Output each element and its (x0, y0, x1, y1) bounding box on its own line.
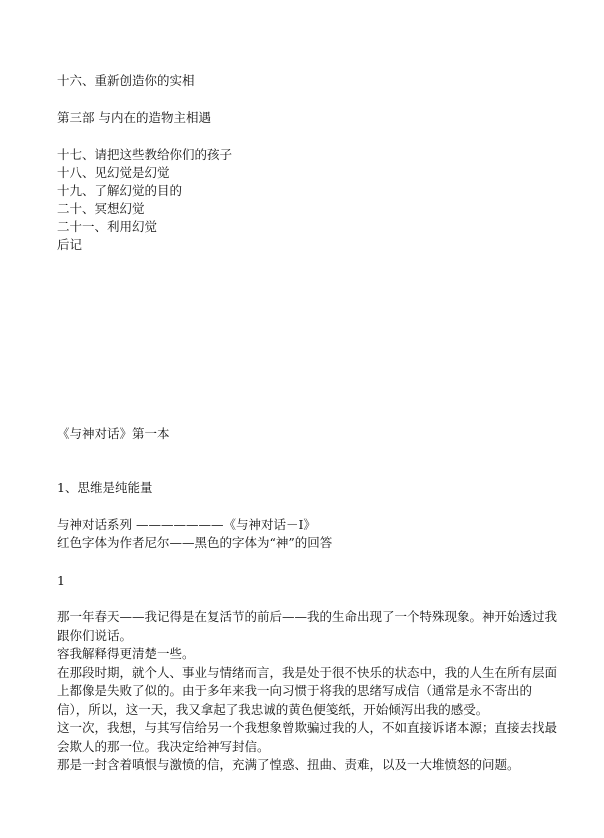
body-paragraph: 那一年春天——我记得是在复活节的前后——我的生命出现了一个特殊现象。神开始透过我跟你们说话。 (57, 609, 558, 643)
section-heading: 1、思维是纯能量 (57, 480, 153, 495)
toc-item-17: 十七、请把这些教给你们的孩子 (57, 147, 233, 162)
toc-item-20: 二十、冥想幻觉 (57, 201, 145, 216)
toc-item-19: 十九、了解幻觉的目的 (57, 183, 183, 198)
toc-afterword: 后记 (57, 237, 83, 252)
body-paragraph: 那是一封含着嗔恨与激愤的信，充满了惶惑、扭曲、责难，以及一大堆愤怒的问题。 (57, 757, 520, 772)
chapter-number: 1 (57, 573, 65, 588)
toc-item-21: 二十一、利用幻觉 (57, 219, 158, 234)
body-text (57, 608, 557, 775)
book-title: 《与神对话》第一本 (57, 426, 170, 441)
toc-part-3-heading: 第三部 与内在的造物主相遇 (57, 110, 211, 125)
toc-item-18: 十八、见幻觉是幻觉 (57, 165, 170, 180)
body-paragraph: 容我解释得更清楚一些。 (57, 646, 195, 661)
body-paragraph: 在那段时期，就个人、事业与情绪而言，我是处于很不快乐的状态中，我的人生在所有层面上都像是失败了似的。由于多年来我一向习惯于将我的思绪写成信（通常是永不寄出的信），所以，这一天，我又拿起了我忠诚的黄色便笺纸，开始倾泻出我的感受。 (57, 664, 558, 717)
body-paragraph: 这一次，我想，与其写信给另一个我想象曾欺骗过我的人，不如直接诉诸本源；直接去找最会欺人的那一位。我决定给神写封信。 (57, 720, 558, 754)
toc-item-16: 十六、重新创造你的实相 (57, 73, 195, 88)
series-line: 与神对话系列 ———————《与神对话－Ⅰ》 (57, 517, 316, 532)
color-note: 红色字体为作者尼尔——黑色的字体为“神”的回答 (57, 535, 333, 550)
